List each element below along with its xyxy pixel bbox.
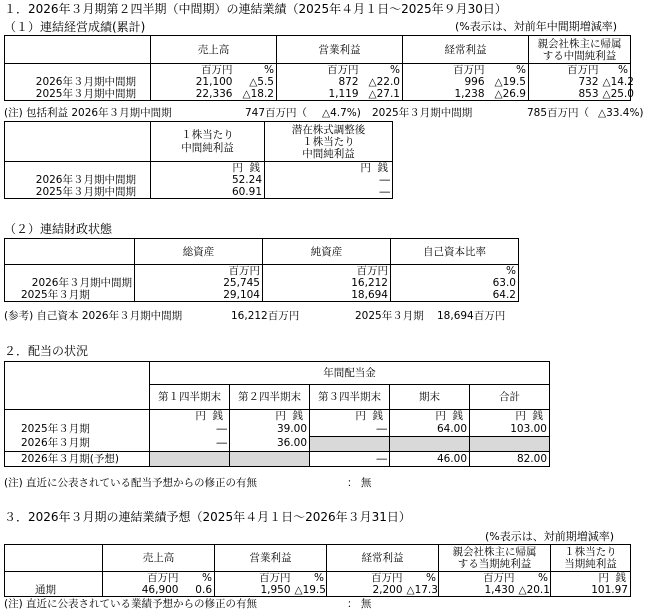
value-cell: 18,694: [263, 289, 391, 302]
unit-label: 百万円: [263, 265, 391, 278]
unit-label: 円: [275, 410, 286, 422]
value-cell: 16,212: [263, 277, 391, 289]
value-cell: 22,336: [151, 88, 235, 101]
value-cell: ―: [150, 422, 230, 436]
unit-label: 百万円: [403, 64, 487, 77]
operating-results-table: [4, 35, 634, 101]
note-mid: 2025年３月期中間期: [372, 107, 473, 119]
unit-label: 百万円: [103, 572, 181, 585]
value-cell: 52.24: [151, 174, 265, 186]
unit-label: %: [361, 64, 403, 77]
dividend-forecast-note-value: ： 無: [347, 477, 372, 489]
unit-label: %: [601, 64, 631, 77]
yoy-note: (%表示は、対前期増減率): [485, 530, 615, 543]
value-cell: ―: [310, 422, 390, 436]
unit-label: 銭: [532, 410, 543, 422]
unit-label: 百万円: [277, 64, 361, 77]
header-q3: 第３四半期末: [310, 385, 390, 410]
header-q2: 第２四半期末: [230, 385, 310, 410]
forecast-note-value: ： 無: [347, 598, 372, 610]
value-cell: △14.2: [602, 76, 634, 88]
dividends-table: [4, 361, 550, 467]
value-cell: 21,100: [151, 76, 235, 88]
value-cell: △17.3: [406, 584, 438, 596]
unit-label: 銭: [615, 572, 626, 584]
header-eps: １株当たり 中間純利益: [151, 122, 265, 162]
header-net-sales: 売上高: [151, 36, 277, 64]
unit-label: %: [391, 265, 519, 278]
corner-cell: [5, 362, 150, 410]
value-cell: 996: [403, 76, 487, 88]
unit-label: %: [235, 64, 277, 77]
unit-label: 百万円: [151, 64, 235, 77]
row-label: 2026年３月期(予想): [5, 451, 150, 466]
value-cell: 1,950: [215, 584, 293, 597]
unit-label: 百万円: [529, 64, 601, 77]
section3-title: ３．2026年３月期の連結業績予想（2025年４月１日～2026年３月31日）: [4, 510, 411, 524]
row-label: 2026年３月期: [5, 436, 150, 451]
header-year-end: 期末: [390, 385, 470, 410]
value-cell: 46,900: [103, 584, 181, 597]
corner-cell: [5, 545, 103, 572]
value-cell: △22.0: [361, 76, 403, 88]
header-q1: 第１四半期末: [150, 385, 230, 410]
header-total-assets: 総資産: [135, 239, 263, 265]
value-cell: 39.00: [230, 422, 310, 436]
forecast-note: (注) 直近に公表されている業績予想からの修正の有無: [4, 598, 258, 610]
header-ordinary-profit: 経常利益: [403, 36, 529, 64]
value-cell: 25,745: [135, 277, 263, 289]
blank-shaded-cell: [390, 436, 470, 451]
value-cell: △5.5: [235, 76, 277, 88]
unit-label: 銭: [452, 410, 463, 422]
value-cell: 60.91: [151, 186, 265, 199]
unit-label: %: [181, 572, 215, 585]
value-cell: ―: [310, 451, 390, 466]
value-cell: 1,430: [439, 584, 517, 597]
unit-label: 百万円: [439, 572, 517, 585]
row-label: 2026年３月期中間期: [5, 76, 151, 88]
value-cell: 46.00: [390, 451, 470, 466]
unit-label: 百万円: [327, 572, 405, 585]
value-cell: △19.5: [294, 584, 326, 596]
unit-label: %: [517, 572, 551, 585]
header-net-sales: 売上高: [103, 545, 215, 572]
header-diluted-eps: 潜在株式調整後 １株当たり 中間純利益: [265, 122, 393, 162]
comprehensive-income-note: [4, 107, 172, 119]
blank-shaded-cell: [310, 436, 390, 451]
section1-title: １．2026年３月期第２四半期（中間期）の連結業績（2025年４月１日～2025年９月30日）: [4, 2, 507, 16]
value-cell: 29,104: [135, 289, 263, 302]
note-pct: △33.4%): [598, 107, 644, 119]
value-cell: 732: [529, 76, 601, 88]
header-annual-dividends: 年間配当金: [150, 362, 550, 385]
value-cell: 1,238: [403, 88, 487, 101]
value-cell: 36.00: [230, 436, 310, 451]
per-share-table: [4, 121, 393, 199]
value-cell: ―: [150, 436, 230, 451]
section1-2-title: （２）連結財政状態: [4, 222, 113, 236]
unit-label: 銭: [377, 162, 388, 174]
corner-cell: [5, 239, 135, 265]
row-label: 2025年３月期: [5, 422, 150, 436]
value-cell: 1,119: [277, 88, 361, 101]
blank-shaded-cell: [230, 451, 310, 466]
unit-label: 銭: [372, 410, 383, 422]
header-total: 合計: [470, 385, 550, 410]
value-cell: △20.1: [518, 584, 550, 596]
unit-label: 円: [355, 410, 366, 422]
header-operating-profit: 営業利益: [277, 36, 403, 64]
unit-label: 円: [232, 162, 243, 174]
value-cell: ―: [265, 174, 393, 186]
note-prefix: (注) 包括利益 2026年３月期中間期: [4, 107, 172, 119]
reference-note-mid: 2025年３月期: [355, 310, 424, 322]
header-profit-attributable: 親会社株主に帰属 する中間純利益: [529, 36, 631, 64]
row-label: 通期: [5, 584, 103, 597]
value-cell: △26.9: [487, 88, 529, 101]
reference-note-prefix: (参考) 自己資本 2026年３月期中間期: [4, 310, 183, 322]
unit-label: 円: [515, 410, 526, 422]
unit-label: 銭: [212, 410, 223, 422]
value-cell: △19.5: [487, 76, 529, 88]
reference-note-value: 18,694百万円: [437, 310, 506, 322]
row-label: 2025年３月期中間期: [5, 88, 151, 101]
row-label: 2026年３月期中間期: [5, 174, 151, 186]
financial-position-table: [4, 238, 519, 302]
header-operating-profit: 営業利益: [215, 545, 327, 572]
value-cell: 64.2: [391, 289, 519, 302]
forecast-table: [4, 544, 631, 597]
value-cell: 2,200: [327, 584, 405, 597]
value-cell: 103.00: [470, 422, 550, 436]
row-label: 2026年３月期中間期: [5, 277, 135, 289]
header-profit-attributable: 親会社株主に帰属 する当期純利益: [439, 545, 551, 572]
yoy-note: (%表示は、対前年中間期増減率): [455, 20, 618, 33]
unit-label: %: [293, 572, 327, 585]
note-value: 747百万円（: [245, 107, 308, 119]
corner-cell: [5, 122, 151, 162]
value-cell: 64.00: [390, 422, 470, 436]
header-ordinary-profit: 経常利益: [327, 545, 439, 572]
section1-1-title: （１）連結経営成績(累計): [4, 20, 146, 34]
value-cell: △25.0: [602, 88, 634, 100]
value-cell: 0.6: [181, 584, 215, 597]
unit-label: 円: [598, 572, 609, 584]
unit-label: 円: [435, 410, 446, 422]
unit-label: 円: [360, 162, 371, 174]
section2-title: ２．配当の状況: [4, 344, 89, 358]
unit-label: 百万円: [135, 265, 263, 278]
unit-label: %: [487, 64, 529, 77]
value-cell: 101.97: [551, 584, 631, 597]
unit-label: 百万円: [215, 572, 293, 585]
note-pct: △4.7%): [322, 107, 361, 119]
blank-shaded-cell: [150, 451, 230, 466]
value-cell: △18.2: [235, 88, 277, 101]
dividend-forecast-note: (注) 直近に公表されている配当予想からの修正の有無: [4, 477, 258, 489]
value-cell: △27.1: [361, 88, 403, 101]
header-net-assets: 純資産: [263, 239, 391, 265]
unit-label: 円: [195, 410, 206, 422]
value-cell: 82.00: [470, 451, 550, 466]
value-cell: 63.0: [391, 277, 519, 289]
reference-note-value: 16,212百万円: [231, 310, 300, 322]
note-value: 785百万円（: [527, 107, 590, 119]
row-label: 2025年３月期中間期: [5, 186, 151, 199]
header-equity-ratio: 自己資本比率: [391, 239, 519, 265]
unit-label: 銭: [249, 162, 260, 174]
value-cell: 853: [529, 88, 601, 101]
header-eps: １株当たり 当期純利益: [551, 545, 631, 572]
unit-label: 銭: [292, 410, 303, 422]
row-label: 2025年３月期: [5, 289, 135, 302]
value-cell: ―: [265, 186, 393, 199]
unit-label: %: [405, 572, 439, 585]
blank-shaded-cell: [470, 436, 550, 451]
value-cell: 872: [277, 76, 361, 88]
corner-cell: [5, 36, 151, 64]
